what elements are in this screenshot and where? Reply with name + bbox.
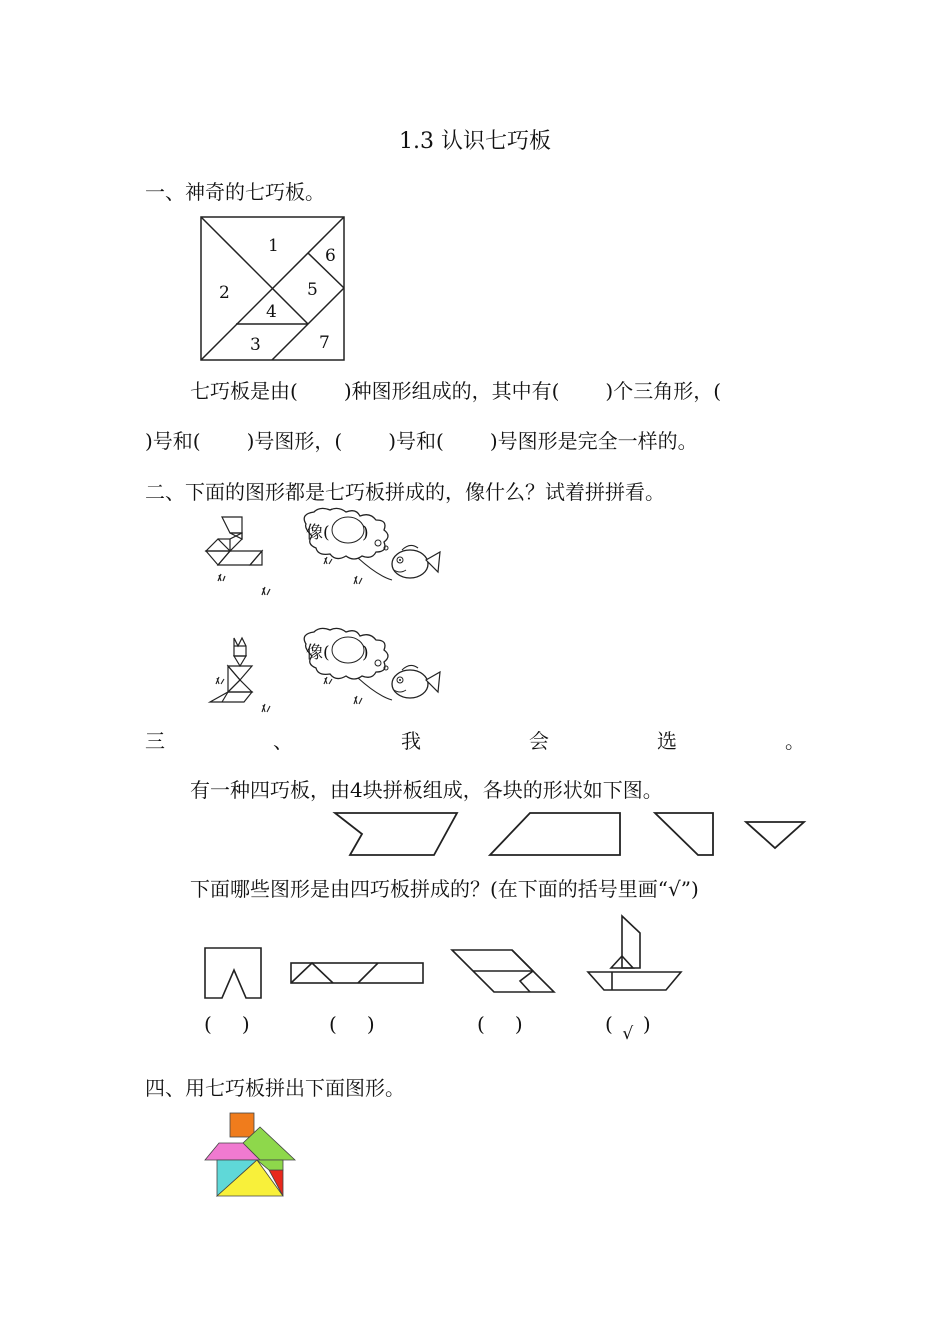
section-2-heading: 二、下面的图形都是七巧板拼成的，像什么？试着拼拼看。 xyxy=(145,480,665,504)
answer-paren-3[interactable] xyxy=(477,1010,523,1038)
piece-right-trapezoid xyxy=(655,813,713,855)
paren-close: ) xyxy=(514,1012,523,1036)
section-3-heading xyxy=(145,727,805,755)
heading-char: 选 xyxy=(657,729,677,753)
check-mark: √ xyxy=(622,1024,634,1044)
piece-number-6: 6 xyxy=(325,246,336,266)
answer-paren-1[interactable] xyxy=(204,1010,250,1038)
heading-char: 三 xyxy=(145,729,165,753)
candidate-figure-1 xyxy=(205,948,261,998)
paren-close: ) xyxy=(241,1012,250,1036)
page-title: 1.3 认识七巧板 xyxy=(399,129,551,154)
paren-close: ) xyxy=(366,1012,375,1036)
tangram-swan-figure xyxy=(200,513,280,598)
bubble-label-2: 像( xyxy=(306,643,330,663)
heading-char: 我 xyxy=(401,729,421,753)
paren-open: ( xyxy=(605,1012,613,1036)
paren-close: ) xyxy=(642,1012,651,1036)
piece-number-1: 1 xyxy=(268,236,279,256)
paren-open: ( xyxy=(329,1012,337,1036)
q2-text-d: )号图形是完全一样的。 xyxy=(489,429,698,453)
piece-number-5: 5 xyxy=(307,280,318,300)
answer-paren-2[interactable] xyxy=(329,1010,375,1038)
q1-text-b: )种图形组成的，其中有( xyxy=(343,379,560,403)
bubble-close-2: ) xyxy=(362,643,369,663)
piece-number-4: 4 xyxy=(266,302,277,322)
four-piece-shapes xyxy=(330,810,810,862)
house-chimney-square xyxy=(230,1113,254,1137)
heading-char: 会 xyxy=(529,729,549,753)
section-4-heading: 四、用七巧板拼出下面图形。 xyxy=(145,1076,405,1100)
q1-text-c: )个三角形，( xyxy=(605,379,722,403)
piece-triangle xyxy=(746,822,804,848)
candidate-figure-4 xyxy=(588,972,681,990)
q1-text-a: 七巧板是由( xyxy=(190,379,298,403)
thought-bubble-fish-1 xyxy=(298,510,443,592)
heading-char: 。 xyxy=(785,729,805,753)
bubble-label-1: 像( xyxy=(306,523,330,543)
four-piece-intro: 有一种四巧板，由4块拼板组成，各块的形状如下图。 xyxy=(190,778,663,802)
piece-notched-trapezoid xyxy=(335,813,457,855)
question-line-2 xyxy=(145,427,698,455)
answer-paren-4[interactable] xyxy=(605,1010,651,1044)
question-line-1 xyxy=(190,377,721,405)
thought-bubble-fish-2 xyxy=(298,630,443,712)
q2-text-b: )号图形，( xyxy=(246,429,343,453)
heading-char: 、 xyxy=(273,729,293,753)
piece-number-7: 7 xyxy=(319,333,330,353)
paren-open: ( xyxy=(477,1012,485,1036)
piece-parallelogram xyxy=(490,813,620,855)
candidate-figure-2 xyxy=(291,963,423,983)
piece-number-3: 3 xyxy=(250,335,261,355)
paren-open: ( xyxy=(204,1012,212,1036)
tangram-cat-figure xyxy=(200,634,280,716)
colored-tangram-house xyxy=(203,1112,298,1198)
q2-text-a: )号和( xyxy=(145,429,201,453)
candidate-figures xyxy=(200,908,690,1004)
section-1-heading: 一、神奇的七巧板。 xyxy=(145,180,325,204)
q2-text-c: )号和( xyxy=(388,429,444,453)
tangram-square-diagram xyxy=(200,216,346,362)
piece-number-2: 2 xyxy=(219,283,230,303)
four-piece-question: 下面哪些图形是由四巧板拼成的？(在下面的括号里画“√”) xyxy=(190,877,699,901)
bubble-close-1: ) xyxy=(362,523,369,543)
